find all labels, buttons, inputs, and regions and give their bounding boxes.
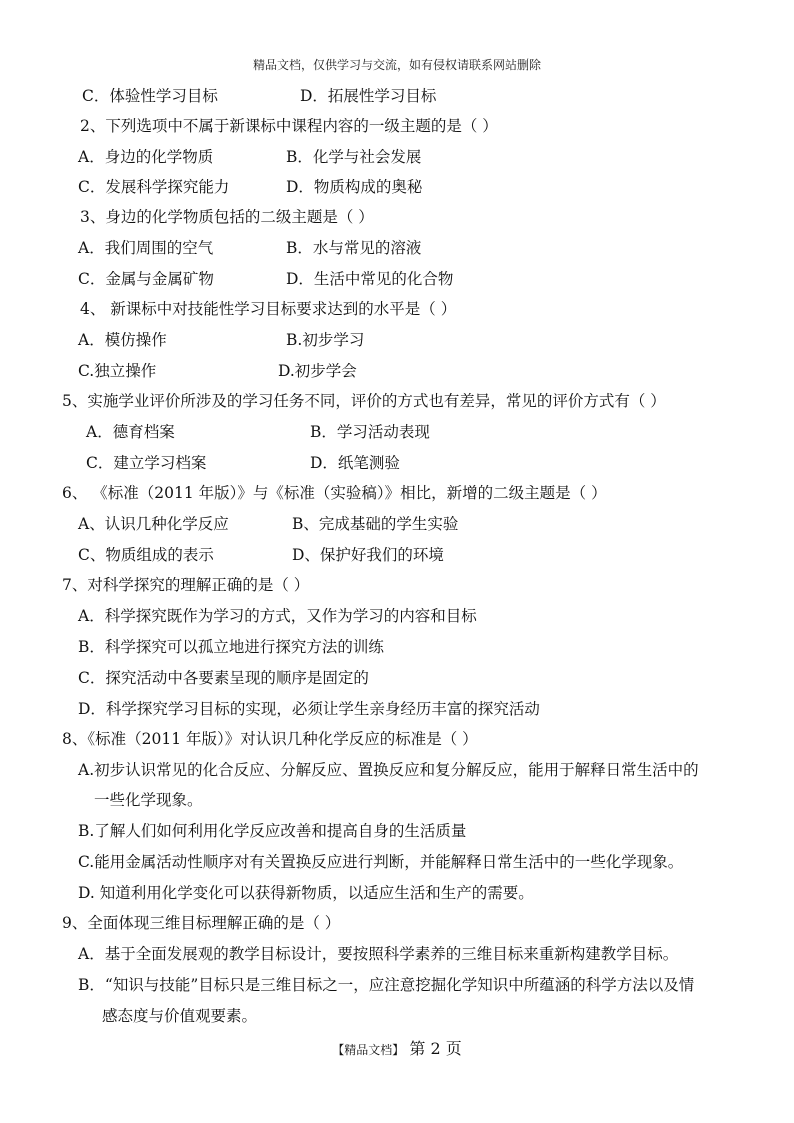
q8-option-a-line1: A.初步认识常见的化合反应、分解反应、置换反应和复分解反应，能用于解释日常生活中的 <box>78 761 699 779</box>
q2-option-c: C．发展科学探究能力 <box>78 178 230 196</box>
q7-option-c: C．探究活动中各要素呈现的顺序是固定的 <box>78 669 369 687</box>
page-footer <box>0 1036 794 1059</box>
q2-option-d: D．物质构成的奥秘 <box>286 178 423 196</box>
q6-option-b: B、完成基础的学生实验 <box>292 515 459 533</box>
q2-option-a: A．身边的化学物质 <box>78 148 214 166</box>
q8-option-b: B.了解人们如何利用化学反应改善和提高自身的生活质量 <box>78 822 467 840</box>
q9-option-b-line2: 感态度与价值观要素。 <box>102 1007 258 1025</box>
q1-option-d: D．拓展性学习目标 <box>300 87 437 105</box>
footer-tag: 【精品文档】 <box>332 1043 405 1057</box>
q9-stem: 9、全面体现三维目标理解正确的是（ ） <box>62 914 341 932</box>
q4-option-c: C.独立操作 <box>78 362 157 380</box>
q8-option-d: D. 知道利用化学变化可以获得新物质，以适应生活和生产的需要。 <box>78 884 534 902</box>
q6-option-a: A、认识几种化学反应 <box>78 515 229 533</box>
q5-option-b: B．学习活动表现 <box>310 423 430 441</box>
q3-option-c: C．金属与金属矿物 <box>78 270 214 288</box>
q8-stem: 8、《标准（2011 年版）》对认识几种化学反应的标准是（ ） <box>62 730 478 748</box>
q5-option-c: C．建立学习档案 <box>86 454 207 472</box>
q5-option-a: A．德育档案 <box>86 423 175 441</box>
q4-option-b: B.初步学习 <box>286 331 365 349</box>
q8-option-a-line2: 一些化学现象。 <box>94 791 203 809</box>
q3-option-d: D．生活中常见的化合物 <box>286 270 454 288</box>
q3-stem: 3、身边的化学物质包括的二级主题是（ ） <box>80 208 374 226</box>
q6-option-d: D、保护好我们的环境 <box>292 546 444 564</box>
q4-option-a: A．模仿操作 <box>78 331 167 349</box>
q6-stem: 6、 《标准（2011 年版）》与《标准（实验稿）》相比，新增的二级主题是（ ） <box>62 484 607 502</box>
q2-option-b: B．化学与社会发展 <box>286 148 422 166</box>
q9-option-b-line1: B．“知识与技能”目标只是三维目标之一，应注意挖掘化学知识中所蕴涵的科学方法以及情 <box>78 976 695 994</box>
watermark-header: 精品文档，仅供学习与交流，如有侵权请联系网站删除 <box>252 58 541 72</box>
q6-option-c: C、物质组成的表示 <box>78 546 214 564</box>
q2-stem: 2、下列选项中不属于新课标中课程内容的一级主题的是（ ） <box>80 117 498 135</box>
q7-stem: 7、对科学探究的理解正确的是（ ） <box>62 576 310 594</box>
q5-stem: 5、实施学业评价所涉及的学习任务不同，评价的方式也有差异，常见的评价方式有（ ） <box>62 392 666 410</box>
q9-option-a: A．基于全面发展观的教学目标设计，要按照科学素养的三维目标来重新构建教学目标。 <box>78 945 679 963</box>
page-number: 第 2 页 <box>409 1039 462 1058</box>
q1-option-c: C．体验性学习目标 <box>82 87 218 105</box>
q7-option-b: B．科学探究可以孤立地进行探究方法的训练 <box>78 638 384 656</box>
q3-option-a: A．我们周围的空气 <box>78 239 214 257</box>
q4-option-d: D.初步学会 <box>278 362 357 380</box>
q3-option-b: B．水与常见的溶液 <box>286 239 422 257</box>
q8-option-c: C.能用金属活动性顺序对有关置换反应进行判断，并能解释日常生活中的一些化学现象。 <box>78 853 684 871</box>
q7-option-d: D．科学探究学习目标的实现，必须让学生亲身经历丰富的探究活动 <box>78 700 540 718</box>
q7-option-a: A．科学探究既作为学习的方式，又作为学习的内容和目标 <box>78 607 477 625</box>
q5-option-d: D．纸笔测验 <box>310 454 400 472</box>
q4-stem: 4、 新课标中对技能性学习目标要求达到的水平是（ ） <box>80 300 457 318</box>
